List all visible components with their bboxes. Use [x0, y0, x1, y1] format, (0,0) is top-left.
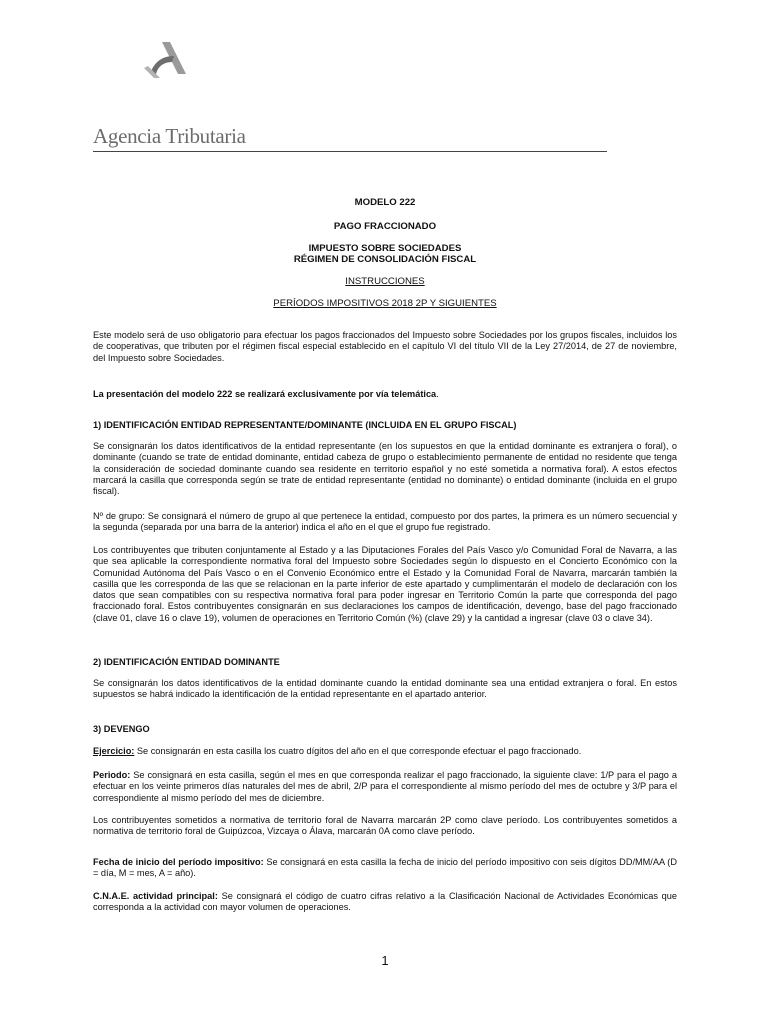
exercise-label: Ejercicio: — [93, 746, 135, 756]
instructions-title: INSTRUCCIONES — [345, 276, 425, 287]
cnae-text: Se consignará el código de cuatro cifras relativo a la Clasificación Nacional de Actividades Económicas que corresponda a la actividad con mayor volumen de operaciones. — [93, 891, 677, 913]
section1-paragraph2: Nº de grupo: Se consignará el número de grupo al que pertenece la entidad, compuesto por dos partes, la primera es un número secuencial y la segunda (separada por una barra de la anterior) indica el año en el que el grupo fue registrado. — [93, 511, 677, 533]
period-paragraph — [93, 770, 677, 804]
tax-title-line2: RÉGIMEN DE CONSOLIDACIÓN FISCAL — [293, 254, 477, 265]
agency-name: Agencia Tributaria — [93, 124, 246, 148]
telematic-notice: La presentación del modelo 222 se realizará exclusivamente por vía telemática. — [93, 389, 439, 399]
section3-heading: 3) DEVENGO — [93, 724, 150, 734]
model-title: MODELO 222 — [354, 197, 416, 208]
start-date-text: Se consignará en esta casilla la fecha de inicio del período impositivo con seis dígitos DD/MM/AA (D = día, M = mes, A = año). — [93, 857, 677, 879]
exercise-paragraph — [93, 746, 677, 757]
exercise-text: Se consignarán en esta casilla los cuatro dígitos del año en el que corresponde efectuar el pago fraccionado. — [134, 746, 582, 756]
section1-paragraph1: Se consignarán los datos identificativos de la entidad representante (en los supuestos en que la entidad dominante es extranjera o foral), o dominante (cuando se trate de entidad dominante, entidad cabeza de grupo o establecimiento permanente de entidad no residente que tenga la consideración de sociedad dominante cuando sea residente en territorio español y no esté sometida a normativa foral). A estos efectos marcará la casilla que corresponda según se trate de entidad representante (entidad no dominante) o entidad dominante (incluida en el grupo fiscal). — [93, 441, 677, 497]
period-text: Se consignará en esta casilla, según el mes en que corresponda realizar el pago fraccionado, la siguiente clave: 1/P para el pago a efectuar en los veinte primeros días naturales del mes de abril, 2/P para el correspondiente al mismo período del mes de octubre y 3/P para el correspondiente al mismo período del mes de diciembre. — [93, 770, 677, 803]
foral-paragraph: Los contribuyentes sometidos a normativa de territorio foral de Navarra marcarán 2P como clave período. Los contribuyentes sometidos a normativa de territorio foral de Guipúzcoa, Vizcaya o Álava, marcarán 0A como clave período. — [93, 815, 677, 837]
periods-title: PERÍODOS IMPOSITIVOS 2018 2P Y SIGUIENTES — [273, 298, 497, 309]
start-date-paragraph — [93, 857, 677, 880]
cnae-label: C.N.A.E. actividad principal: — [93, 891, 218, 901]
agencia-tributaria-logo-icon — [140, 40, 188, 80]
section1-paragraph3: Los contribuyentes que tributen conjuntamente al Estado y a las Diputaciones Forales del País Vasco y/o Comunidad Foral de Navarra, a las que sea aplicable la correspondiente normativa foral del Impuesto sobre Sociedades según lo dispuesto en el Concierto Económico con la Comunidad Autónoma del País Vasco o en el Convenio Económico entre el Estado y la Comunidad Foral de Navarra, marcarán también la casilla que les corresponda de las que se relacionan en la parte inferior de este apartado y cumplimentarán el modelo de declaración con los datos que sean compatibles con su respectiva normativa foral para poder ingresar en Territorio Común la parte que corresponda del pago fraccionado foral. Estos contribuyentes consignarán en sus declaraciones los campos de identificación, devengo, base del pago fraccionado (clave 01, clave 16 o clave 19), volumen de operaciones en Territorio Común (%) (clave 29) y la cantidad a ingresar (clave 03 o clave 34). — [93, 545, 677, 623]
start-date-label: Fecha de inicio del período impositivo: — [93, 857, 264, 867]
page-number: 1 — [381, 953, 389, 968]
tax-title-line1: IMPUESTO SOBRE SOCIEDADES — [308, 243, 462, 254]
period-label: Periodo: — [93, 770, 131, 780]
header-divider — [93, 151, 607, 152]
cnae-paragraph — [93, 891, 677, 914]
intro-paragraph: Este modelo será de uso obligatorio para efectuar los pagos fraccionados del Impuesto sobre Sociedades por los grupos fiscales, incluidos los de cooperativas, que tributen por el régimen fiscal especial establecido en el capítulo VI del título VII de la Ley 27/2014, de 27 de noviembre, del Impuesto sobre Sociedades. — [93, 330, 677, 363]
section1-heading: 1) IDENTIFICACIÓN ENTIDAD REPRESENTANTE/DOMINANTE (INCLUIDA EN EL GRUPO FISCAL) — [93, 420, 517, 430]
section2-paragraph1: Se consignarán los datos identificativos de la entidad dominante cuando la entidad dominante sea una entidad extranjera o foral. En estos supuestos se habrá indicado la identificación de la entidad representante en el apartado anterior. — [93, 678, 677, 700]
telematic-notice-text: La presentación del modelo 222 se realizará exclusivamente por vía telemática — [93, 389, 437, 399]
payment-title: PAGO FRACCIONADO — [333, 221, 437, 232]
section2-heading: 2) IDENTIFICACIÓN ENTIDAD DOMINANTE — [93, 657, 280, 667]
